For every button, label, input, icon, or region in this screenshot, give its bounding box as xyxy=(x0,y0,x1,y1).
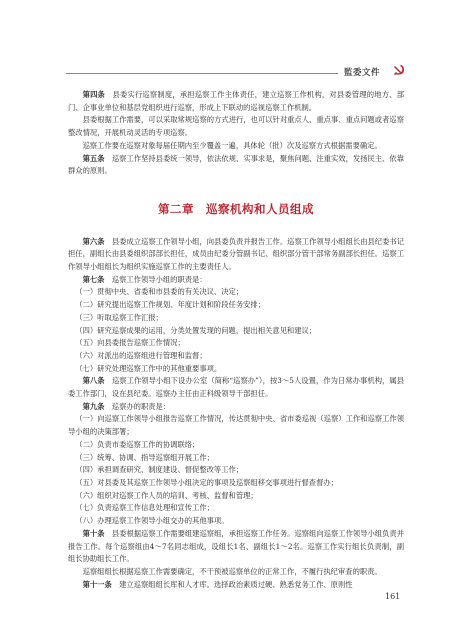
paragraph-text: 县委根据巡察工作需要组建巡察组，承担巡察工作任务。巡察组向巡察工作领导小组负责并报告工作。每个巡察组由4～7名同志组成，设组长1名、副组长1～2名。巡察工作实行组长负责制，副组长协助组长工作。 xyxy=(68,528,405,564)
article-label: 第五条 xyxy=(82,153,105,163)
paragraph-text: （五）向县委报告巡察工作情况； xyxy=(75,338,185,348)
paragraph-text: （七）负责巡察工作信息处理和宣传工作； xyxy=(75,503,214,513)
list-item xyxy=(68,286,404,299)
article-label: 第七条 xyxy=(82,274,105,284)
paragraph xyxy=(68,140,404,153)
page-number: 161 xyxy=(385,592,401,601)
list-item xyxy=(68,363,404,376)
list-item xyxy=(68,325,404,338)
article-label: 第六条 xyxy=(82,236,105,246)
article-label: 第九条 xyxy=(82,401,105,411)
paragraph-text: （一）贯彻中央、省委和市县委的有关决议、决定； xyxy=(75,287,244,297)
list-item xyxy=(68,439,404,452)
article-label: 第八条 xyxy=(82,376,105,386)
list-item xyxy=(68,452,404,465)
paragraph-text: （一）向巡察工作领导小组报告巡察工作情况，传达贯彻中央、省市委巡视（巡察）工作和巡察工作领导小组的决策部署； xyxy=(68,414,404,437)
paragraph-text: （四）承担调查研究、制度建设、督促整改等工作； xyxy=(75,465,244,475)
party-emblem-icon xyxy=(392,63,406,77)
list-item xyxy=(68,413,404,438)
paragraph-text: （八）办理巡察工作领导小组交办的其他事项。 xyxy=(75,516,229,526)
section-chapter-two xyxy=(68,236,404,592)
paragraph-text: （七）研究处理巡察工作中的其他重要事项。 xyxy=(75,363,222,373)
list-item xyxy=(68,464,404,477)
article-label: 第四条 xyxy=(82,90,106,99)
article-paragraph xyxy=(68,375,404,400)
paragraph-text: 县委成立巡察工作领导小组，向县委负责并报告工作。巡察工作领导小组组长由县纪委书记担任，副组长由县委组织部部长担任，成员由纪委分管副书记、组织部分管干部常务副部长担任。巡察工作领导小组组长为组织实施巡察工作的主要责任人。 xyxy=(68,236,405,272)
list-item xyxy=(68,337,404,350)
paragraph-text: （四）研究巡察成果的运用，分类处置发现的问题，提出相关意见和建议； xyxy=(75,325,317,335)
paragraph xyxy=(68,566,404,579)
article-paragraph xyxy=(68,274,404,287)
list-item xyxy=(68,515,404,528)
header-rule xyxy=(66,73,338,74)
page-header xyxy=(66,66,402,76)
paragraph-text: 巡察工作领导小组下设办公室（简称“巡察办”），按3～5人设置，作为日常办事机构，属县委工作部门，设在县纪委。巡察办主任由正科级领导干部担任。 xyxy=(68,376,405,399)
paragraph-text: 县委实行巡察制度，承担巡察工作主体责任，建立巡察工作机构，对县委管理的地方、部门、企事业单位和基层党组织进行巡察，形成上下联动的巡视巡察工作机制。 xyxy=(68,90,405,112)
paragraph-text: （六）对派出的巡察组进行管理和监督； xyxy=(75,350,207,360)
document-body xyxy=(68,89,404,591)
paragraph-text: 巡察办的职责是： xyxy=(111,401,171,411)
paragraph-text: （六）组织对巡察工作人员的培训、考核、监督和管理； xyxy=(75,490,258,500)
article-paragraph xyxy=(68,528,404,566)
paragraph-text: 巡察工作要在巡察对象每届任期内至少覆盖一遍，具体轮（批）次及巡察方式根据需要确定。 xyxy=(82,140,382,150)
list-item xyxy=(68,502,404,515)
article-paragraph xyxy=(68,153,404,178)
header-title: 監委文件 xyxy=(344,68,381,78)
list-item xyxy=(68,490,404,503)
list-item xyxy=(68,312,404,325)
article-paragraph xyxy=(68,579,404,592)
paragraph-text: 建立巡察组组长库和人才库。选择政治素质过硬、熟悉党务工作、原则性 xyxy=(119,579,353,589)
paragraph-text: （五）对县委及其巡察工作领导小组决定的事项及巡察组移交事项进行督查督办； xyxy=(75,477,338,487)
paragraph-text: （二）研究提出巡察工作规划、年度计划和阶段任务安排； xyxy=(75,300,266,310)
paragraph-text: （三）统筹、协调、指导巡察组开展工作； xyxy=(75,452,214,462)
paragraph xyxy=(68,114,404,139)
chapter-title: 第二章 巡察机构和人员组成 xyxy=(158,201,314,216)
paragraph-text: 县委根据工作需要，可以采取常规巡察的方式进行，也可以针对重点人、重点事、重点问题或者巡察整改情况，开展机动灵活的专项巡察。 xyxy=(68,115,404,138)
paragraph-text: 巡察工作坚持县委统一领导，依法依规、实事求是，聚焦问题、注重实效，发扬民主、依靠群众的原则。 xyxy=(68,153,405,176)
list-item xyxy=(68,299,404,312)
article-paragraph xyxy=(68,89,404,114)
article-paragraph xyxy=(68,401,404,414)
section-intro xyxy=(68,89,404,178)
list-item xyxy=(68,350,404,363)
article-label: 第十条 xyxy=(82,528,105,538)
article-label: 第十一条 xyxy=(82,579,112,589)
paragraph-text: 巡察工作领导小组的职责是： xyxy=(111,274,207,284)
paragraph-text: （二）负责市委巡察工作的协调联络； xyxy=(75,439,200,449)
article-paragraph xyxy=(68,236,404,274)
paragraph-text: 巡察组组长根据巡察工作需要确定，不干预被巡察单位的正常工作，不履行执纪审查的职责。 xyxy=(82,566,382,576)
list-item xyxy=(68,477,404,490)
paragraph-text: （三）听取巡察工作汇报； xyxy=(75,312,163,322)
